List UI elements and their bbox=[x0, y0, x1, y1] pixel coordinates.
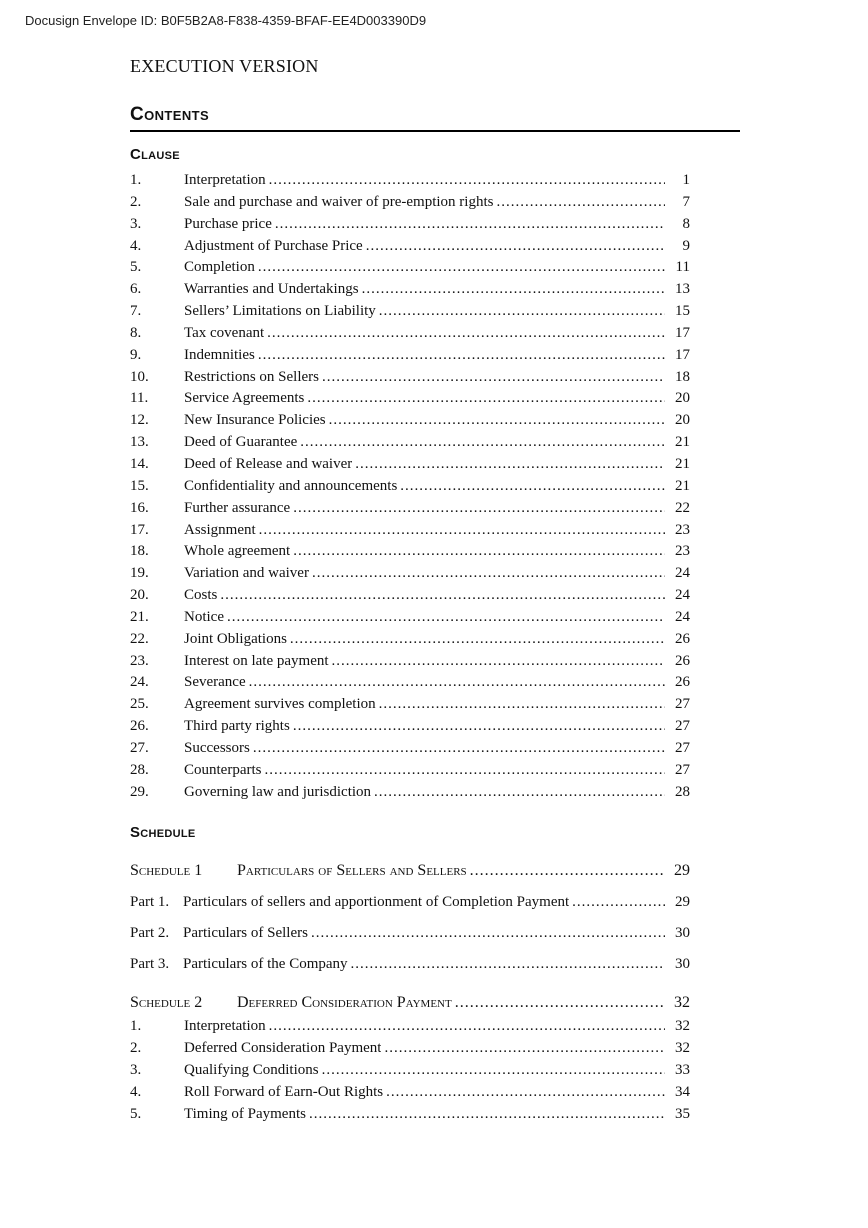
toc-leader-dots bbox=[379, 694, 665, 716]
toc-leader-dots bbox=[258, 257, 665, 279]
toc-entry-page: 21 bbox=[675, 455, 690, 472]
toc-entry-number: 8. bbox=[130, 324, 142, 341]
toc-entry bbox=[130, 367, 690, 389]
toc-leader-dots bbox=[290, 629, 665, 651]
toc-entry-page: 35 bbox=[675, 1105, 690, 1122]
toc-entry-number: Schedule 1 bbox=[130, 862, 203, 880]
toc-entry-title: Deed of Release and waiver bbox=[184, 455, 353, 472]
toc-entry-number: 7. bbox=[130, 303, 142, 320]
toc-entry-title: Interpretation bbox=[184, 172, 266, 188]
toc-entry bbox=[130, 520, 690, 542]
toc-leader-dots bbox=[264, 760, 665, 782]
toc-entry-number: 3. bbox=[130, 215, 142, 232]
toc-entry-page: 24 bbox=[675, 587, 690, 604]
toc-entry-number: 10. bbox=[130, 368, 149, 385]
toc-entry-number: 27. bbox=[130, 739, 149, 756]
docusign-envelope-id: Docusign Envelope ID: B0F5B2A8-F838-4359-BFAF-EE4D003390D9 bbox=[25, 13, 427, 28]
toc-entry bbox=[130, 279, 690, 301]
toc-entry-page: 29 bbox=[675, 894, 690, 911]
toc-leader-dots bbox=[362, 279, 665, 301]
toc-entry-number: 1. bbox=[130, 1018, 142, 1035]
toc-entry-title: Severance bbox=[184, 674, 246, 691]
toc-entry bbox=[130, 894, 690, 911]
toc-entry-number: 15. bbox=[130, 477, 149, 494]
toc-entry-page: 27 bbox=[675, 718, 690, 735]
contents-heading: Contents bbox=[130, 104, 740, 132]
toc-entry-number: 21. bbox=[130, 608, 149, 625]
toc-entry bbox=[130, 629, 690, 651]
toc-entry-page: 11 bbox=[675, 259, 690, 276]
toc-entry-number: 2. bbox=[130, 1040, 142, 1057]
toc-entry-number: 28. bbox=[130, 761, 149, 778]
toc-entry-title: Particulars of the Company bbox=[183, 956, 348, 973]
toc-entry bbox=[130, 651, 690, 673]
toc-entry-title: Agreement survives completion bbox=[184, 696, 376, 713]
toc-leader-dots bbox=[470, 862, 665, 880]
toc-entry bbox=[130, 301, 690, 323]
toc-entry bbox=[130, 257, 690, 279]
toc-entry-title: Adjustment of Purchase Price bbox=[184, 237, 363, 254]
toc-entry-page: 24 bbox=[675, 608, 690, 625]
toc-entry bbox=[130, 563, 690, 585]
toc-entry-number: Part 2. bbox=[130, 925, 170, 942]
toc-entry-page: 32 bbox=[674, 994, 690, 1012]
toc-leader-dots bbox=[269, 1016, 665, 1038]
toc-leader-dots bbox=[379, 301, 665, 323]
toc-entry-title: Deferred Consideration Payment bbox=[184, 1040, 382, 1057]
toc-leader-dots bbox=[275, 214, 665, 236]
toc-entry-page: 8 bbox=[682, 215, 690, 232]
toc-leader-dots bbox=[386, 1082, 665, 1104]
toc-entry-page: 7 bbox=[682, 193, 690, 210]
toc-entry-page: 21 bbox=[675, 477, 690, 494]
toc-entry-title: Warranties and Undertakings bbox=[184, 281, 359, 298]
toc-entry bbox=[130, 454, 690, 476]
toc-leader-dots bbox=[572, 894, 665, 911]
toc-entry-title: Governing law and jurisdiction bbox=[184, 783, 372, 800]
toc-entry-page: 9 bbox=[682, 237, 690, 254]
toc-entry-page: 26 bbox=[675, 674, 690, 691]
toc-entry bbox=[130, 345, 690, 367]
clause-toc-list bbox=[130, 170, 690, 803]
toc-leader-dots bbox=[259, 520, 665, 542]
toc-entry-page: 21 bbox=[675, 434, 690, 451]
toc-entry bbox=[130, 782, 690, 804]
toc-entry-page: 27 bbox=[675, 696, 690, 713]
toc-entry bbox=[130, 694, 690, 716]
toc-leader-dots bbox=[332, 651, 665, 673]
toc-entry-title: Further assurance bbox=[184, 499, 291, 516]
toc-entry-number: 18. bbox=[130, 543, 149, 560]
toc-entry-number: 4. bbox=[130, 1084, 142, 1100]
toc-entry-title: Confidentiality and announcements bbox=[184, 477, 398, 494]
toc-leader-dots bbox=[293, 498, 665, 520]
toc-entry-page: 30 bbox=[675, 925, 690, 942]
toc-entry bbox=[130, 1038, 690, 1060]
toc-entry-number: 26. bbox=[130, 718, 149, 735]
toc-entry bbox=[130, 1082, 690, 1104]
toc-entry-number: 6. bbox=[130, 281, 142, 298]
toc-entry bbox=[130, 1104, 690, 1126]
toc-entry bbox=[130, 323, 690, 345]
toc-leader-dots bbox=[329, 410, 665, 432]
toc-leader-dots bbox=[269, 170, 665, 192]
toc-entry-page: 23 bbox=[675, 521, 690, 538]
toc-entry-title: Successors bbox=[184, 739, 250, 756]
toc-leader-dots bbox=[258, 345, 665, 367]
toc-entry-page: 1 bbox=[682, 172, 690, 188]
toc-entry-number: 5. bbox=[130, 259, 142, 276]
toc-leader-dots bbox=[267, 323, 665, 345]
toc-entry bbox=[130, 1060, 690, 1082]
toc-leader-dots bbox=[366, 236, 665, 258]
toc-entry-title: New Insurance Policies bbox=[184, 412, 326, 429]
schedule-heading: Schedule bbox=[130, 824, 196, 842]
toc-leader-dots bbox=[322, 1060, 665, 1082]
toc-entry-page: 17 bbox=[675, 346, 690, 363]
toc-entry bbox=[130, 192, 690, 214]
toc-entry bbox=[130, 236, 690, 258]
toc-entry-title: Indemnities bbox=[184, 346, 255, 363]
toc-entry bbox=[130, 994, 690, 1012]
toc-leader-dots bbox=[374, 782, 665, 804]
toc-entry bbox=[130, 170, 690, 192]
toc-entry-page: 23 bbox=[675, 543, 690, 560]
toc-entry-page: 34 bbox=[675, 1084, 690, 1100]
toc-entry-number: Part 1. bbox=[130, 894, 170, 911]
toc-entry-page: 33 bbox=[675, 1062, 690, 1079]
toc-entry-number: 24. bbox=[130, 674, 149, 691]
toc-leader-dots bbox=[351, 956, 665, 973]
toc-entry-page: 15 bbox=[675, 303, 690, 320]
toc-entry-number: 1. bbox=[130, 172, 142, 188]
toc-entry bbox=[130, 476, 690, 498]
toc-leader-dots bbox=[496, 192, 665, 214]
toc-entry-title: Restrictions on Sellers bbox=[184, 368, 319, 385]
toc-entry-number: 23. bbox=[130, 652, 149, 669]
toc-entry-number: 12. bbox=[130, 412, 149, 429]
toc-entry-number: 3. bbox=[130, 1062, 142, 1079]
clause-heading: Clause bbox=[130, 146, 180, 163]
toc-leader-dots bbox=[293, 716, 665, 738]
toc-entry-number: 29. bbox=[130, 783, 149, 800]
toc-leader-dots bbox=[455, 994, 665, 1012]
toc-entry bbox=[130, 862, 690, 880]
toc-entry bbox=[130, 498, 690, 520]
toc-entry bbox=[130, 214, 690, 236]
toc-entry-number: 22. bbox=[130, 630, 149, 647]
execution-version-label: EXECUTION VERSION bbox=[130, 56, 319, 76]
toc-leader-dots bbox=[312, 563, 665, 585]
toc-entry-page: 29 bbox=[674, 862, 690, 880]
toc-entry bbox=[130, 388, 690, 410]
toc-entry bbox=[130, 585, 690, 607]
toc-leader-dots bbox=[249, 672, 665, 694]
toc-entry-number: 19. bbox=[130, 565, 149, 582]
toc-entry bbox=[130, 925, 690, 942]
toc-entry-title: Completion bbox=[184, 259, 255, 276]
toc-entry-page: 32 bbox=[675, 1018, 690, 1035]
toc-entry-title: Variation and waiver bbox=[184, 565, 309, 582]
toc-entry-page: 18 bbox=[675, 368, 690, 385]
toc-leader-dots bbox=[300, 432, 665, 454]
toc-entry bbox=[130, 410, 690, 432]
toc-entry-number: 4. bbox=[130, 237, 142, 254]
toc-entry-title: Whole agreement bbox=[184, 543, 291, 560]
toc-entry-title: Interpretation bbox=[184, 1018, 266, 1035]
toc-entry-title: Particulars of Sellers bbox=[183, 925, 308, 942]
toc-entry-number: 2. bbox=[130, 193, 142, 210]
toc-entry-number: 9. bbox=[130, 346, 142, 363]
toc-entry-title: Costs bbox=[184, 587, 218, 604]
toc-leader-dots bbox=[311, 925, 665, 942]
toc-leader-dots bbox=[355, 454, 665, 476]
toc-entry-page: 28 bbox=[675, 783, 690, 800]
toc-leader-dots bbox=[322, 367, 665, 389]
toc-entry-page: 32 bbox=[675, 1040, 690, 1057]
toc-entry-page: 22 bbox=[675, 499, 690, 516]
toc-leader-dots bbox=[384, 1038, 665, 1060]
toc-entry-title: Deed of Guarantee bbox=[184, 434, 298, 451]
toc-entry-title: Purchase price bbox=[184, 215, 272, 232]
toc-entry-title: Sellers’ Limitations on Liability bbox=[184, 303, 376, 320]
toc-entry-number: Schedule 2 bbox=[130, 994, 203, 1012]
toc-entry-title: Third party rights bbox=[184, 718, 290, 735]
toc-entry bbox=[130, 956, 690, 973]
toc-entry-page: 27 bbox=[675, 739, 690, 756]
toc-entry-title: Deferred Consideration Payment bbox=[237, 994, 452, 1012]
toc-entry-title: Assignment bbox=[184, 521, 256, 538]
toc-entry-page: 26 bbox=[675, 630, 690, 647]
toc-entry bbox=[130, 541, 690, 563]
toc-entry bbox=[130, 738, 690, 760]
toc-leader-dots bbox=[227, 607, 665, 629]
toc-entry-title: Particulars of sellers and apportionment of Completion Payment bbox=[183, 894, 570, 911]
toc-leader-dots bbox=[400, 476, 665, 498]
toc-entry-page: 26 bbox=[675, 652, 690, 669]
toc-entry-page: 20 bbox=[675, 390, 690, 407]
toc-entry bbox=[130, 607, 690, 629]
toc-entry-title: Notice bbox=[184, 608, 224, 625]
toc-entry-title: Particulars of Sellers and Sellers bbox=[237, 862, 467, 880]
toc-entry-page: 30 bbox=[675, 956, 690, 973]
toc-entry-number: 20. bbox=[130, 587, 149, 604]
toc-entry-title: Service Agreements bbox=[184, 390, 305, 407]
toc-leader-dots bbox=[253, 738, 665, 760]
toc-entry-page: 13 bbox=[675, 281, 690, 298]
toc-entry bbox=[130, 672, 690, 694]
toc-entry bbox=[130, 716, 690, 738]
document-page bbox=[130, 0, 740, 1126]
toc-entry-number: 16. bbox=[130, 499, 149, 516]
toc-entry-title: Qualifying Conditions bbox=[184, 1062, 319, 1079]
toc-leader-dots bbox=[309, 1104, 665, 1126]
toc-leader-dots bbox=[220, 585, 665, 607]
toc-entry-number: Part 3. bbox=[130, 956, 170, 973]
toc-entry-page: 17 bbox=[675, 324, 690, 341]
toc-entry-page: 24 bbox=[675, 565, 690, 582]
toc-entry-number: 13. bbox=[130, 434, 149, 451]
toc-entry-number: 17. bbox=[130, 521, 149, 538]
toc-entry-title: Counterparts bbox=[184, 761, 262, 778]
toc-leader-dots bbox=[293, 541, 665, 563]
toc-entry-title: Timing of Payments bbox=[184, 1105, 306, 1122]
toc-entry-number: 14. bbox=[130, 455, 149, 472]
toc-entry-title: Tax covenant bbox=[184, 324, 265, 341]
toc-entry-page: 20 bbox=[675, 412, 690, 429]
toc-entry-title: Joint Obligations bbox=[184, 630, 287, 647]
toc-entry-title: Roll Forward of Earn-Out Rights bbox=[184, 1084, 384, 1100]
schedule-toc-list bbox=[130, 862, 690, 1125]
toc-entry-number: 25. bbox=[130, 696, 149, 713]
toc-entry-title: Sale and purchase and waiver of pre-emption rights bbox=[184, 193, 494, 210]
toc-entry bbox=[130, 432, 690, 454]
toc-entry-number: 5. bbox=[130, 1105, 142, 1122]
toc-entry-page: 27 bbox=[675, 761, 690, 778]
toc-entry-number: 11. bbox=[130, 390, 149, 407]
toc-entry bbox=[130, 760, 690, 782]
toc-leader-dots bbox=[307, 388, 665, 410]
toc-entry-title: Interest on late payment bbox=[184, 652, 329, 669]
toc-entry bbox=[130, 1016, 690, 1038]
